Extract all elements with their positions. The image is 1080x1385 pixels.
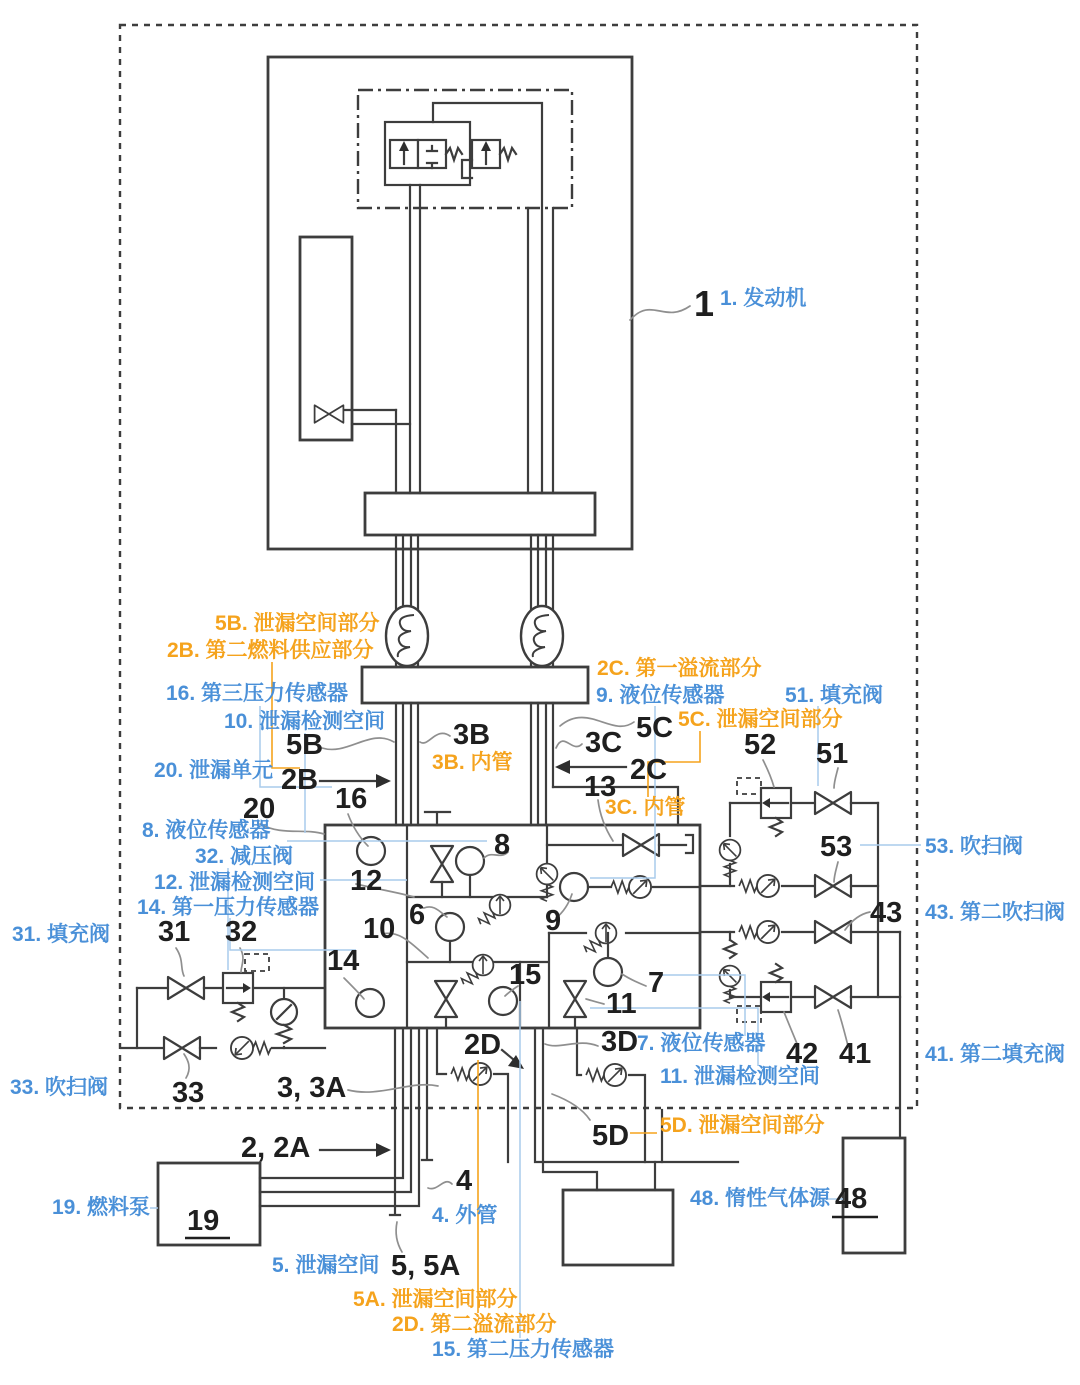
ref-9: 9 [545,905,562,937]
ref-1: 1 [694,283,715,324]
bellows-left-icon [386,606,428,666]
ref-2b: 2B [281,764,319,796]
label-supply-2b: 2B. 第二燃料供应部分 [167,639,374,662]
ref-5b: 5B [286,729,324,761]
ref-5d: 5D [592,1120,630,1152]
ref-5c: 5C [636,712,674,744]
check-valve-icon [456,950,497,991]
manifold-valve-11-icon [564,981,586,1017]
level-sensor-8-icon [456,847,484,875]
ref-10: 10 [363,913,396,945]
engine-connector-bar [365,493,595,535]
label-overflow-2d: 2D. 第二溢流部分 [392,1313,557,1336]
ref-12: 12 [350,865,383,897]
ref-6: 6 [409,899,426,931]
label-inner-3b: 3B. 内管 [432,751,513,774]
label-space-5b: 5B. 泄漏空间部分 [215,612,380,635]
ref-15: 15 [509,959,542,991]
label-inner-3c: 3C. 内管 [605,796,686,819]
label-gas-48: 48. 惰性气体源 [690,1187,831,1210]
label-valve-31: 31. 填充阀 [12,923,111,946]
label-valve-33: 33. 吹扫阀 [10,1076,109,1099]
fill-valve-51-icon [815,792,851,814]
ref-11: 11 [606,988,637,1020]
level-sensor-9-icon [560,873,588,901]
label-sensor-9: 9. 液位传感器 [596,684,725,707]
bellows-right-icon [521,606,563,666]
ref-14: 14 [327,945,360,977]
label-sensor-15: 15. 第二压力传感器 [432,1338,615,1361]
ref-53: 53 [820,831,853,863]
ref-8: 8 [494,829,511,861]
ref-20: 20 [243,793,276,825]
label-space-5d: 5D. 泄漏空间部分 [660,1114,825,1137]
label-valve-41: 41. 第二填充阀 [925,1043,1066,1066]
ref-2c: 2C [630,754,668,786]
label-space-5a: 5A. 泄漏空间部分 [353,1288,518,1311]
manifold-valve-top-icon [431,846,453,882]
check-valve-icon [579,918,620,959]
engine-tank-valve-icon [315,405,344,423]
label-sensor-16: 16. 第三压力传感器 [166,682,349,705]
engine-box [268,57,632,549]
ref-7: 7 [648,967,665,999]
label-space-5: 5. 泄漏空间 [272,1254,380,1277]
ref-5-5a: 5, 5A [391,1250,461,1282]
label-sensor-7: 7. 液位传感器 [637,1032,766,1055]
check-valve-icon [739,875,779,897]
label-pipe-4: 4. 外管 [432,1204,498,1227]
ref-3d: 3D [601,1026,639,1058]
manifold-valve-bottom-icon [435,981,457,1017]
purge-valve-33-icon [164,1037,200,1059]
ref-16: 16 [335,783,368,815]
pressure-sensor-14-icon [356,989,384,1017]
flow-arrows [320,760,626,1157]
label-overflow-2c: 2C. 第一溢流部分 [597,657,762,680]
label-valve-43: 43. 第二吹扫阀 [925,901,1066,924]
ref-31: 31 [158,916,191,948]
label-space-10: 10. 泄漏检测空间 [224,710,386,733]
label-sensor-8: 8. 液位传感器 [142,819,271,842]
purge-valve-43-icon [815,921,851,943]
label-space-5c: 5C. 泄漏空间部分 [678,708,843,731]
fill-valve-31-icon [168,977,204,999]
ref-51: 51 [816,738,849,770]
label-valve-51: 51. 填充阀 [785,684,884,707]
ref-42: 42 [786,1038,819,1070]
ref-2-2a: 2, 2A [241,1132,311,1164]
check-valve-icon [739,921,779,943]
label-valve-53: 53. 吹扫阀 [925,835,1024,858]
ref-3c: 3C [585,727,623,759]
label-unit-20: 20. 泄漏单元 [154,759,274,782]
ref-2d: 2D [464,1029,502,1061]
ref-33: 33 [172,1077,205,1109]
ref-41: 41 [839,1038,872,1070]
ref-3b: 3B [453,719,491,751]
ref-32: 32 [225,916,258,948]
sensor-6-icon [436,913,464,941]
label-pump-19: 19. 燃料泵 [52,1196,151,1219]
check-valve-2d-icon [451,1063,491,1085]
ref-3-3a: 3, 3A [277,1072,347,1104]
check-valve-icon [231,1037,271,1059]
level-sensor-7-icon [594,958,622,986]
label-space-12: 12. 泄漏检测空间 [154,871,316,894]
label-space-11: 11. 泄漏检测空间 [660,1065,820,1088]
check-valve-icon [611,876,651,898]
ref-4: 4 [456,1165,473,1197]
ref-48: 48 [835,1183,868,1215]
ref-52: 52 [744,729,777,761]
label-sensor-14: 14. 第一压力传感器 [137,896,320,919]
bottom-piping [535,932,905,1265]
label-engine: 1. 发动机 [720,287,807,310]
purge-valve-53-icon [815,875,851,897]
ref-19: 19 [187,1205,220,1237]
collector-box [563,1190,673,1265]
ref-43: 43 [870,897,903,929]
ref-13: 13 [584,771,617,803]
pressure-sensor-15-icon [489,987,517,1015]
manifold-valve-right-icon [623,834,659,856]
check-valve-3d-icon [586,1064,626,1086]
fill-valve-41-icon [815,986,851,1008]
label-valve-32: 32. 减压阀 [195,845,294,868]
left-fill-purge-network [121,954,325,1059]
leak-unit-top-bar [362,667,588,703]
